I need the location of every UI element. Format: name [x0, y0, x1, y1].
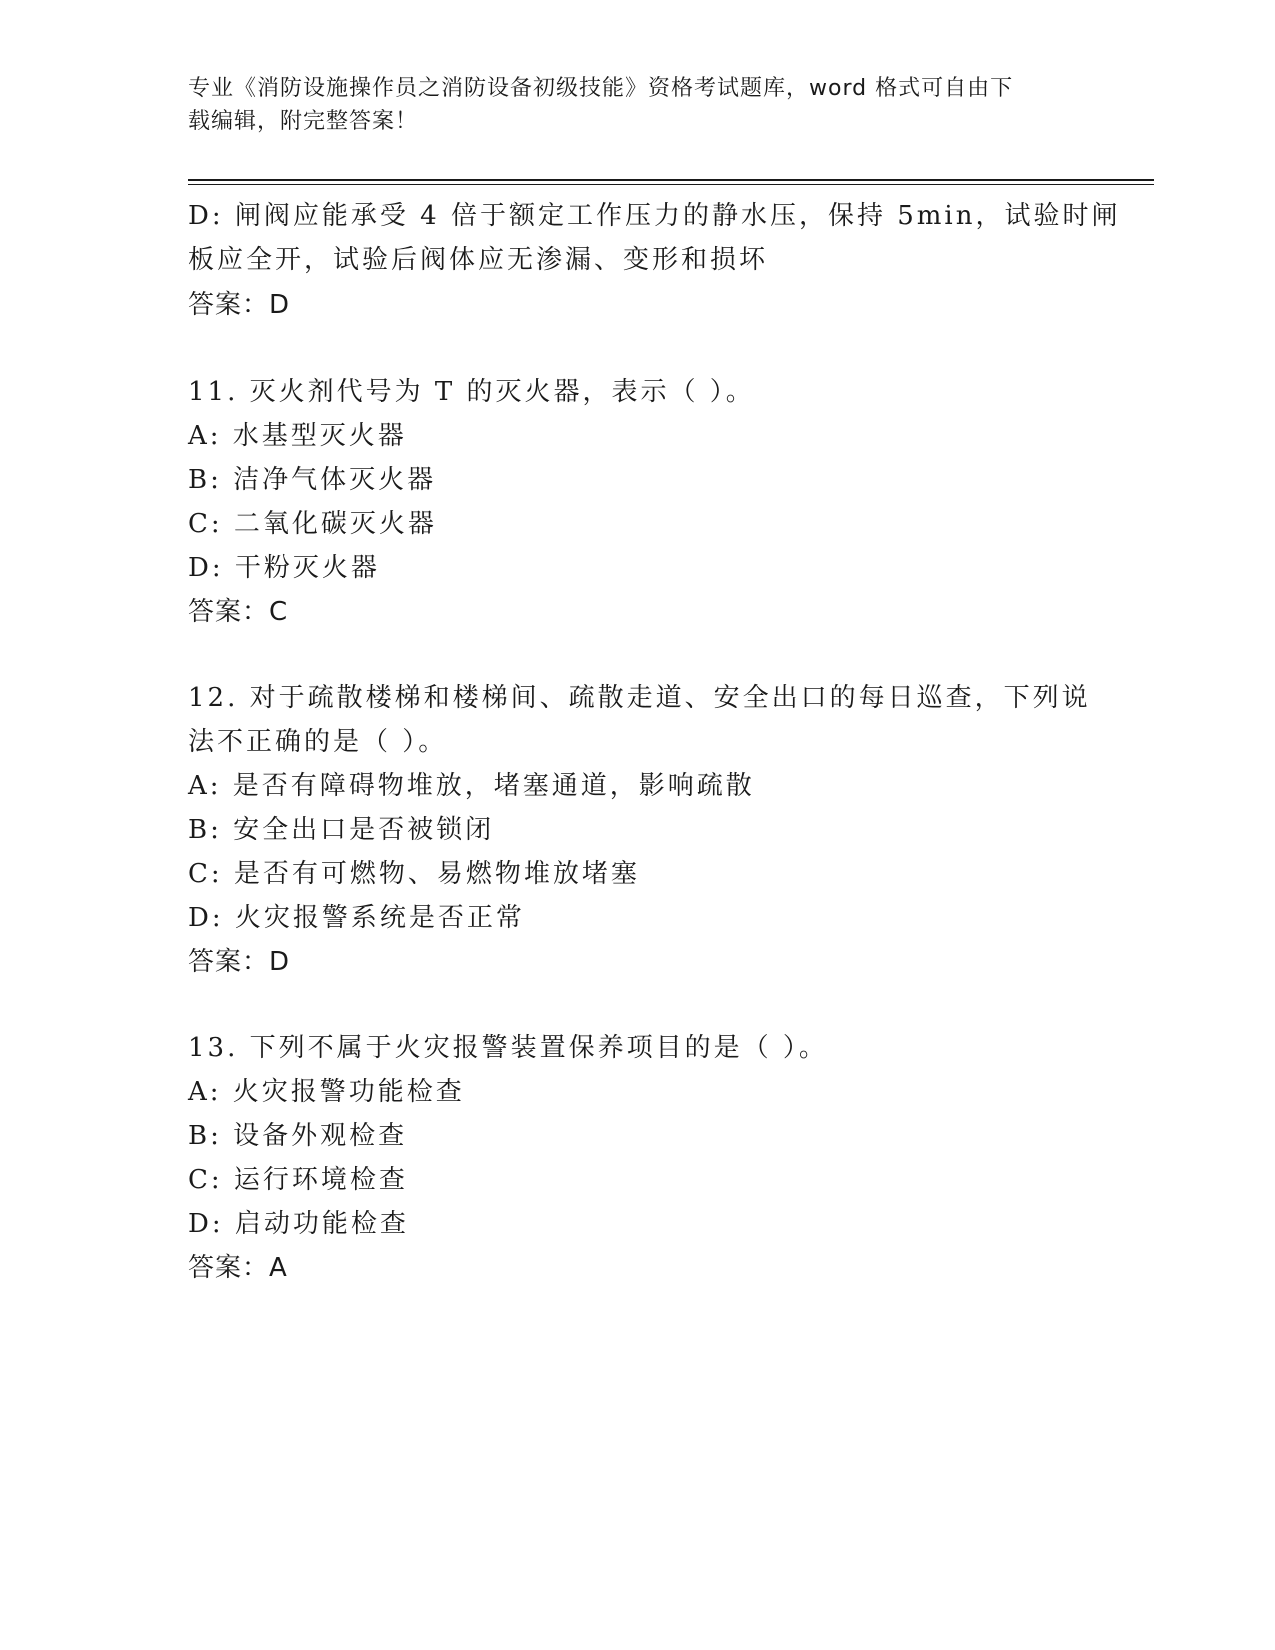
question-11-stem: 11. 灭火剂代号为 T 的灭火器，表示（ ）。 — [188, 377, 755, 407]
question-11-option-c: C: 二氧化碳灭火器 — [188, 509, 437, 539]
question-13-answer: 答案：A — [188, 1253, 288, 1283]
question-12-stem-line-2: 法不正确的是（ ）。 — [188, 727, 448, 757]
header-word-format: word — [809, 76, 868, 101]
question-12-option-b: B: 安全出口是否被锁闭 — [188, 815, 495, 845]
question-13-option-d: D: 启动功能检查 — [188, 1209, 409, 1239]
question-13-option-c: C: 运行环境检查 — [188, 1165, 408, 1195]
question-12-option-a: A: 是否有障碍物堆放，堵塞通道，影响疏散 — [188, 771, 755, 801]
question-12-stem-line-1: 12. 对于疏散楼梯和楼梯间、疏散走道、安全出口的每日巡查，下列说 — [188, 683, 1091, 713]
question-11-option-d: D: 干粉灭火器 — [188, 553, 380, 583]
question-13-option-b: B: 设备外观检查 — [188, 1121, 408, 1151]
header-text-tail: 格式可自由下 — [867, 76, 1014, 101]
question-11-option-b: B: 洁净气体灭火器 — [188, 465, 437, 495]
question-12-option-c: C: 是否有可燃物、易燃物堆放堵塞 — [188, 859, 640, 889]
header-line-2: 载编辑，附完整答案！ — [188, 109, 419, 134]
question-13-option-a: A: 火灾报警功能检查 — [188, 1077, 465, 1107]
question-12-option-d: D: 火灾报警系统是否正常 — [188, 903, 525, 933]
option-d-line-1: D: 闸阀应能承受 4 倍于额定工作压力的静水压，保持 5min，试验时闸 — [188, 201, 1121, 231]
question-13-stem: 13. 下列不属于火灾报警装置保养项目的是（ ）。 — [188, 1033, 828, 1063]
document-header — [188, 72, 1068, 138]
header-text: 专业《消防设施操作员之消防设备初级技能》资格考试题库， — [188, 76, 810, 101]
header-line-1 — [188, 72, 1068, 105]
answer-label: 答案：D — [188, 290, 291, 320]
header-divider — [188, 179, 1154, 181]
question-11-answer: 答案：C — [188, 597, 289, 627]
header-divider-thin — [188, 184, 1154, 185]
option-d-line-2: 板应全开，试验后阀体应无渗漏、变形和损坏 — [188, 245, 769, 275]
question-12-answer: 答案：D — [188, 947, 291, 977]
question-11-option-a: A: 水基型灭火器 — [188, 421, 407, 451]
